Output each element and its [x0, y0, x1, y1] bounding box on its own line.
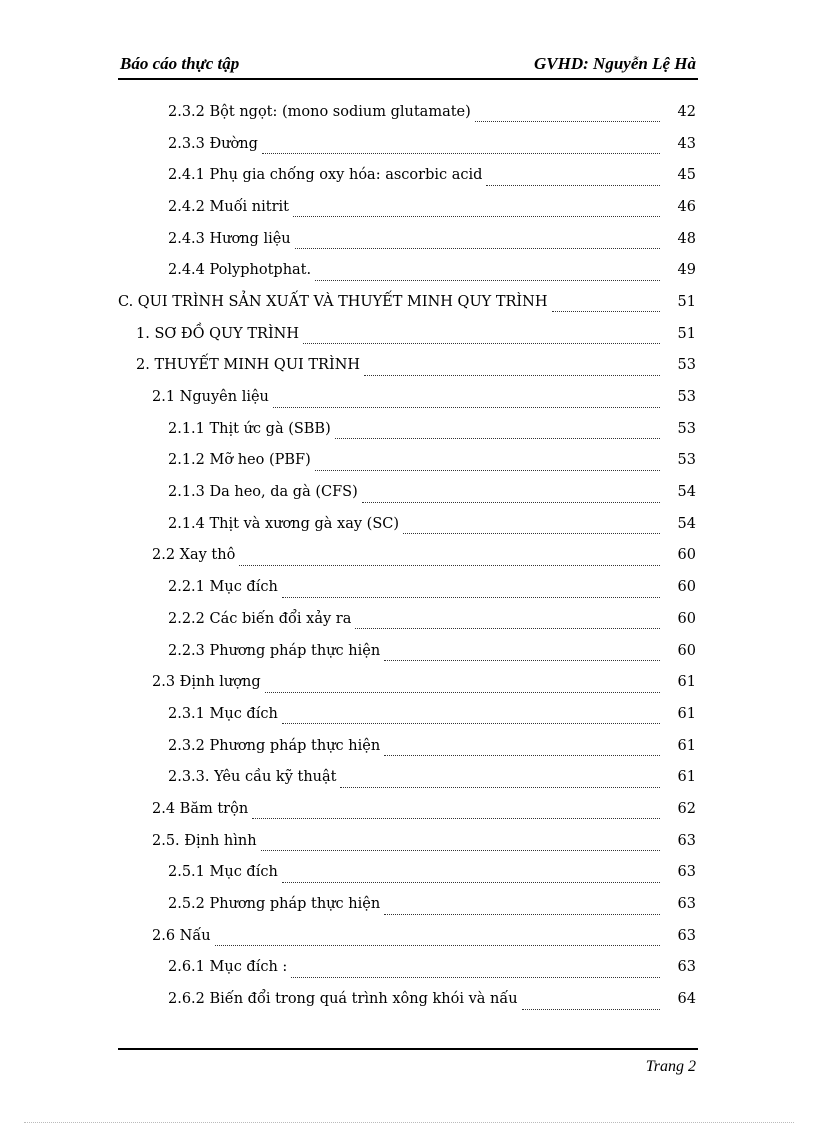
- toc-entry[interactable]: [118, 920, 698, 952]
- toc-entry-page: 53: [677, 389, 696, 406]
- toc-entry[interactable]: [118, 508, 698, 540]
- toc-entry[interactable]: [118, 350, 698, 382]
- toc-dot-leader: [282, 723, 660, 724]
- toc-dot-leader: [261, 850, 660, 851]
- toc-entry-label: 2.3 Định lượng: [152, 674, 261, 691]
- toc-entry-page: 62: [677, 800, 696, 817]
- toc-entry-page: 51: [677, 325, 696, 342]
- toc-entry-page: 63: [677, 896, 696, 913]
- toc-entry[interactable]: [118, 445, 698, 477]
- toc-entry-page: 63: [677, 959, 696, 976]
- toc-entry-page: 61: [677, 769, 696, 786]
- toc-entry[interactable]: [118, 413, 698, 445]
- toc-entry-label: 2. THUYẾT MINH QUI TRÌNH: [136, 357, 361, 374]
- toc-dot-leader: [282, 597, 660, 598]
- toc-entry-label: 2.3.2 Bột ngọt: (mono sodium glutamate): [168, 103, 471, 120]
- toc-entry-page: 63: [677, 864, 696, 881]
- toc-entry-label: 2.1.2 Mỡ heo (PBF): [168, 452, 311, 469]
- toc-entry-page: 42: [677, 103, 696, 120]
- toc-dot-leader: [252, 818, 660, 819]
- toc-dot-leader: [522, 1009, 660, 1010]
- toc-entry-page: 63: [677, 927, 696, 944]
- toc-dot-leader: [315, 280, 660, 281]
- toc-entry-label: 2.4.1 Phụ gia chống oxy hóa: ascorbic acid: [168, 167, 483, 184]
- toc-entry-page: 54: [677, 515, 696, 532]
- toc-entry[interactable]: [118, 159, 698, 191]
- toc-entry[interactable]: [118, 286, 698, 318]
- header-advisor: GVHD: Nguyễn Lệ Hà: [534, 54, 696, 73]
- toc-entry-label: 2.3.3. Yêu cầu kỹ thuật: [168, 769, 337, 786]
- toc-entry[interactable]: [118, 96, 698, 128]
- toc-entry-page: 61: [677, 674, 696, 691]
- toc-entry[interactable]: [118, 983, 698, 1015]
- toc-entry[interactable]: [118, 476, 698, 508]
- toc-entry-page: 60: [677, 642, 696, 659]
- toc-entry-label: 2.4.3 Hương liệu: [168, 230, 291, 247]
- page-footer: [118, 1048, 698, 1080]
- toc-dot-leader: [340, 787, 660, 788]
- toc-dot-leader: [486, 185, 660, 186]
- toc-dot-leader: [215, 945, 660, 946]
- toc-dot-leader: [295, 248, 660, 249]
- toc-entry-label: 2.1.1 Thịt ức gà (SBB): [168, 420, 331, 437]
- toc-entry-label: 2.2.3 Phương pháp thực hiện: [168, 642, 381, 659]
- toc-dot-leader: [282, 882, 660, 883]
- toc-dot-leader: [403, 533, 660, 534]
- toc-entry-label: 1. SƠ ĐỒ QUY TRÌNH: [136, 325, 300, 342]
- toc-entry[interactable]: [118, 761, 698, 793]
- toc-dot-leader: [262, 153, 660, 154]
- toc-entry-page: 45: [677, 167, 696, 184]
- toc-entry[interactable]: [118, 952, 698, 984]
- table-of-contents: [118, 96, 698, 1015]
- toc-entry[interactable]: [118, 635, 698, 667]
- toc-entry[interactable]: [118, 603, 698, 635]
- toc-entry[interactable]: [118, 793, 698, 825]
- toc-entry-label: 2.3.3 Đường: [168, 135, 258, 152]
- toc-entry-label: 2.2.1 Mục đích: [168, 579, 278, 596]
- toc-dot-leader: [362, 502, 660, 503]
- toc-entry[interactable]: [118, 254, 698, 286]
- toc-dot-leader: [355, 628, 660, 629]
- toc-entry-label: 2.4.4 Polyphotphat.: [168, 262, 312, 279]
- toc-entry-page: 53: [677, 452, 696, 469]
- toc-entry-page: 61: [677, 705, 696, 722]
- toc-dot-leader: [315, 470, 660, 471]
- toc-entry[interactable]: [118, 857, 698, 889]
- toc-entry-label: 2.2 Xay thô: [152, 547, 236, 564]
- toc-entry-page: 48: [677, 230, 696, 247]
- toc-entry-label: 2.2.2 Các biến đổi xảy ra: [168, 610, 352, 627]
- toc-entry-page: 61: [677, 737, 696, 754]
- toc-entry-label: 2.1.3 Da heo, da gà (CFS): [168, 484, 358, 501]
- footer-page-number: Trang 2: [645, 1058, 696, 1075]
- toc-entry-label: 2.3.1 Mục đích: [168, 705, 278, 722]
- toc-entry-label: 2.5.1 Mục đích: [168, 864, 278, 881]
- toc-entry-label: 2.5.2 Phương pháp thực hiện: [168, 896, 381, 913]
- toc-entry[interactable]: [118, 666, 698, 698]
- toc-entry[interactable]: [118, 223, 698, 255]
- toc-entry-page: 60: [677, 547, 696, 564]
- toc-entry[interactable]: [118, 571, 698, 603]
- toc-entry[interactable]: [118, 698, 698, 730]
- toc-entry-page: 51: [677, 293, 696, 310]
- toc-entry[interactable]: [118, 381, 698, 413]
- toc-entry-page: 63: [677, 832, 696, 849]
- toc-entry-label: 2.4 Băm trộn: [152, 800, 249, 817]
- toc-dot-leader: [293, 216, 660, 217]
- toc-entry[interactable]: [118, 191, 698, 223]
- toc-entry-label: 2.1.4 Thịt và xương gà xay (SC): [168, 515, 400, 532]
- toc-dot-leader: [364, 375, 660, 376]
- toc-entry-label: 2.1 Nguyên liệu: [152, 389, 269, 406]
- toc-entry-page: 60: [677, 579, 696, 596]
- header-report-title: Báo cáo thực tập: [120, 54, 240, 73]
- toc-entry[interactable]: [118, 540, 698, 572]
- toc-entry-page: 53: [677, 420, 696, 437]
- toc-dot-leader: [239, 565, 660, 566]
- toc-entry-page: 43: [677, 135, 696, 152]
- toc-entry-label: 2.5. Định hình: [152, 832, 257, 849]
- toc-entry-label: 2.4.2 Muối nitrit: [168, 198, 290, 215]
- toc-entry-page: 53: [677, 357, 696, 374]
- toc-dot-leader: [303, 343, 660, 344]
- toc-entry-page: 54: [677, 484, 696, 501]
- toc-entry-label: 2.3.2 Phương pháp thực hiện: [168, 737, 381, 754]
- toc-dot-leader: [291, 977, 660, 978]
- toc-dot-leader: [384, 914, 660, 915]
- toc-dot-leader: [335, 438, 660, 439]
- toc-entry-page: 60: [677, 610, 696, 627]
- toc-entry-label: C. QUI TRÌNH SẢN XUẤT VÀ THUYẾT MINH QUY TRÌNH: [118, 293, 548, 310]
- toc-entry-page: 64: [677, 991, 696, 1008]
- toc-dot-leader: [265, 692, 660, 693]
- toc-entry[interactable]: [118, 128, 698, 160]
- toc-dot-leader: [475, 121, 660, 122]
- page-header: [118, 48, 698, 80]
- toc-entry-label: 2.6.2 Biến đổi trong quá trình xông khói và nấu: [168, 991, 518, 1008]
- toc-entry[interactable]: [118, 318, 698, 350]
- toc-entry[interactable]: [118, 825, 698, 857]
- toc-entry-page: 49: [677, 262, 696, 279]
- toc-entry-label: 2.6.1 Mục đích :: [168, 959, 288, 976]
- toc-dot-leader: [384, 755, 660, 756]
- toc-dot-leader: [384, 660, 660, 661]
- toc-entry-page: 46: [677, 198, 696, 215]
- toc-entry[interactable]: [118, 730, 698, 762]
- toc-dot-leader: [552, 311, 661, 312]
- toc-dot-leader: [273, 407, 660, 408]
- toc-entry-label: 2.6 Nấu: [152, 927, 211, 944]
- toc-entry[interactable]: [118, 888, 698, 920]
